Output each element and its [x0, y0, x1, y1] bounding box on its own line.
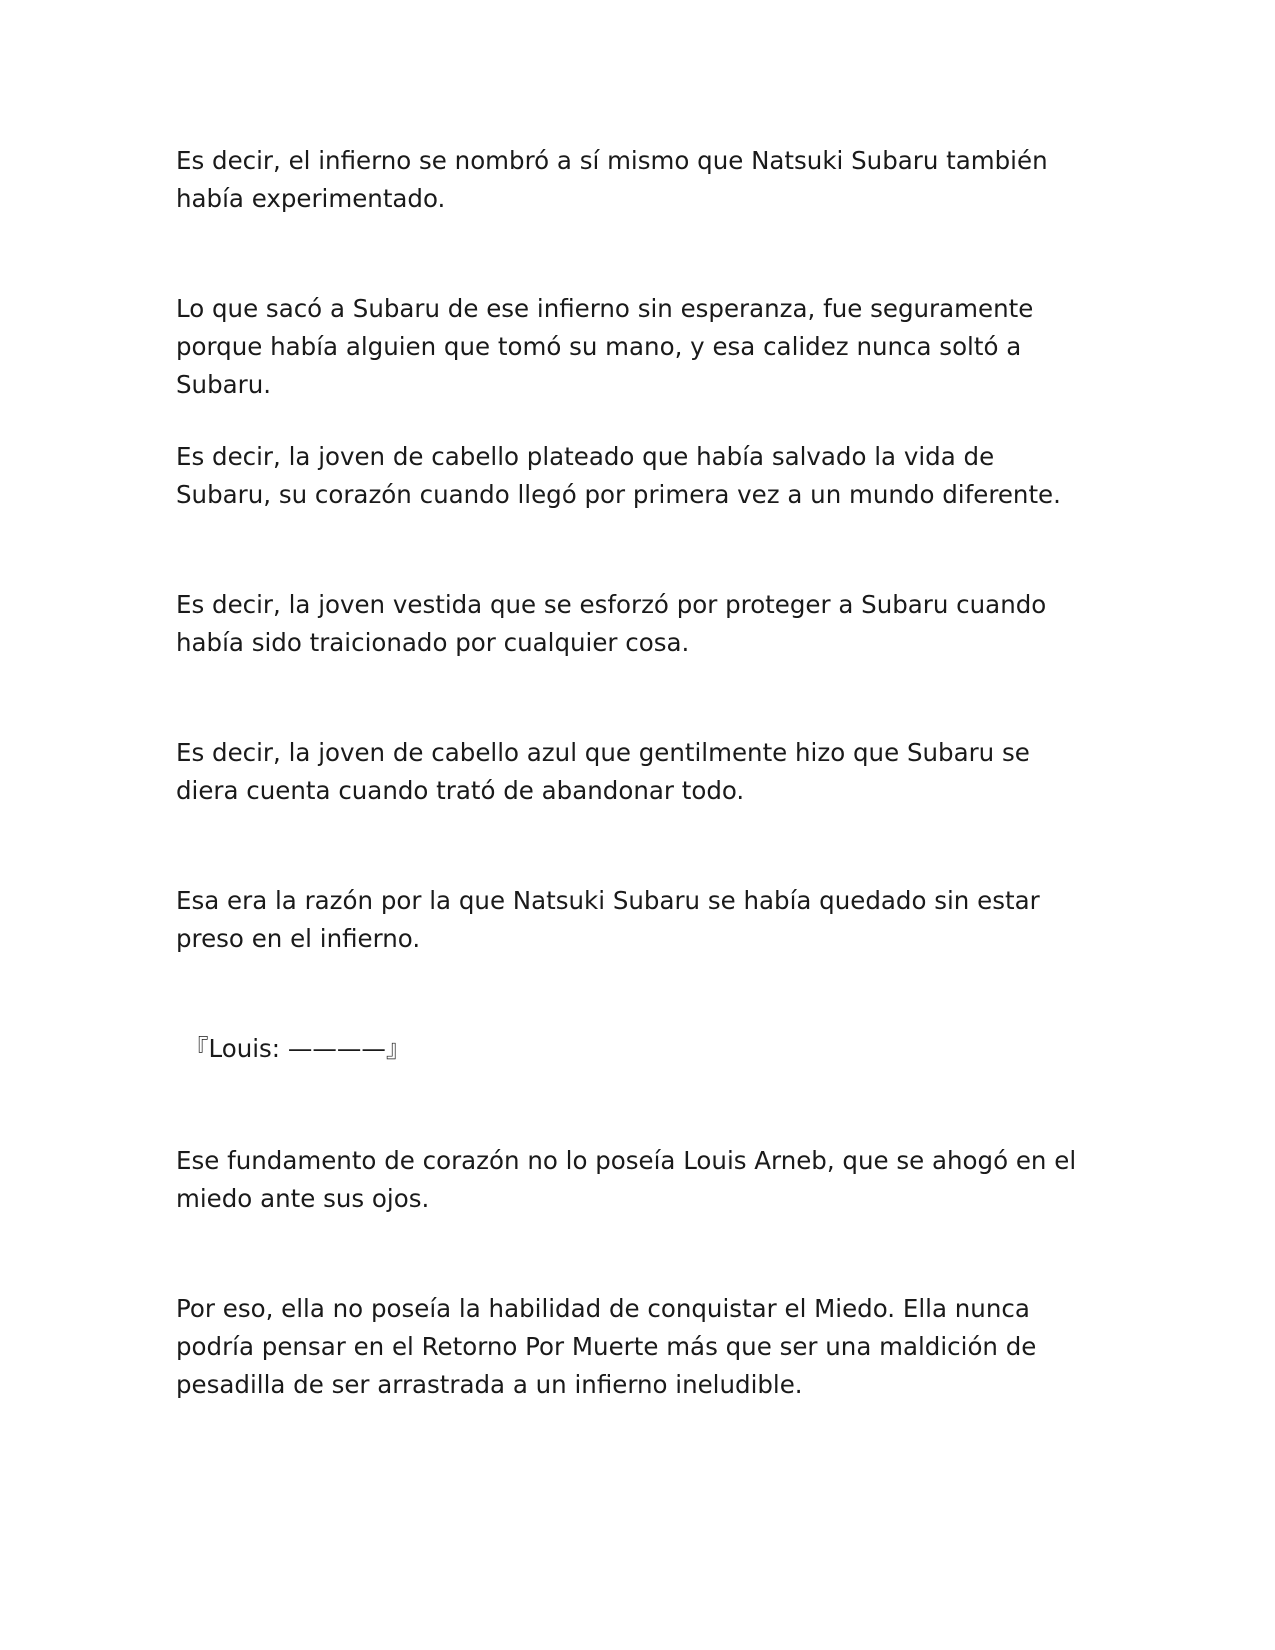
- dialogue-line: 『Louis: ————』: [184, 1034, 411, 1063]
- paragraph-4: Es decir, la joven vestida que se esforzó por proteger a Subaru cuando había sido traicionado por cualquier cosa.: [176, 590, 1047, 657]
- paragraph-7: Ese fundamento de corazón no lo poseía Louis Arneb, que se ahogó en el miedo ante sus ojos.: [176, 1146, 1077, 1213]
- paragraph-6: Esa era la razón por la que Natsuki Subaru se había quedado sin estar preso en el infierno.: [176, 886, 1040, 953]
- paragraph-5: Es decir, la joven de cabello azul que gentilmente hizo que Subaru se diera cuenta cuando trató de abandonar todo.: [176, 738, 1030, 805]
- paragraph-3: Es decir, la joven de cabello plateado que había salvado la vida de Subaru, su corazón cuando llegó por primera vez a un mundo diferente.: [176, 442, 1061, 509]
- paragraph-2: Lo que sacó a Subaru de ese infierno sin esperanza, fue seguramente porque había alguien que tomó su mano, y esa calidez nunca soltó a Subaru.: [176, 294, 1034, 399]
- paragraph-1: Es decir, el infierno se nombró a sí mismo que Natsuki Subaru también había experimentado.: [176, 146, 1048, 213]
- paragraph-8: Por eso, ella no poseía la habilidad de conquistar el Miedo. Ella nunca podría pensar en el Retorno Por Muerte más que ser una maldición de pesadilla de ser arrastrada a un infierno ineludible.: [176, 1294, 1037, 1399]
